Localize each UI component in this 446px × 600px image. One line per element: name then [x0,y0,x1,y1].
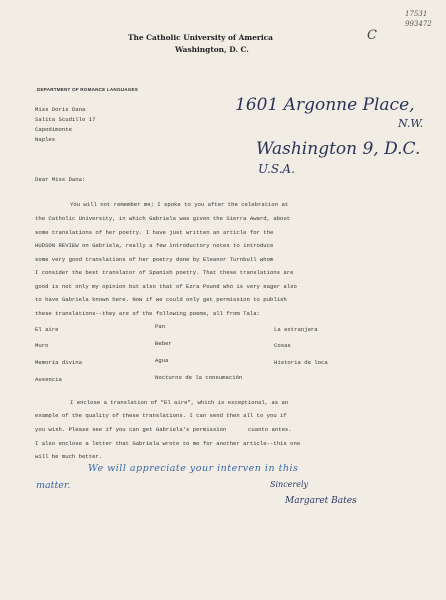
recipient-street: Salita Scudillo 17 [35,116,96,123]
body-line: I enclose a translation of "El aire", which is exceptional, as an [70,399,289,406]
handwritten-address-line3: Washington 9, D.C. [256,139,421,159]
handwritten-address-line4: U.S.A. [258,162,295,176]
body-line: these translations--they are of the following poems, all from Tala: [35,310,260,317]
recipient-name: Miss Doris Dana [35,106,86,113]
red-annotation: cuanto antes. [248,426,292,433]
body-line: the Catholic University, in which Gabriela was given the Sierra Award, about [35,215,291,222]
body-line: some very good translations of her poetry done by Eleanor Turnbull whom [35,256,274,263]
body-line: You will not remember me; I spoke to you after the celebration at [70,201,289,208]
body-line: some translations of her poetry. I have just written an article for the [35,229,274,236]
body-line: I consider the best translator of Spanish poetry. That these translations are [35,269,294,276]
salutation: Dear Miss Dana: [35,176,86,183]
body-line: you wish. Please see if you can get Gabriela's permission [35,426,227,433]
signature: Margaret Bates [285,496,357,506]
poem-title: Cosas [274,342,291,349]
call-number-bottom: 993472 [405,20,432,28]
postscript-line2: matter. [36,480,71,491]
poem-title: El aire [35,326,59,333]
recipient-district: Capodimonte [35,126,72,133]
poem-title: Historia de loca [274,359,328,366]
poem-title: Pan [155,323,166,330]
closing: Sincerely [270,480,309,489]
body-line: example of the quality of these translations. I can send then all to you if [35,412,287,419]
body-line: good is not only my opinion but also that of Ezra Pound who is very eager also [35,283,297,290]
handwritten-address-line2: N.W. [398,117,424,130]
institution-city: Washington, D. C. [175,45,249,54]
department-name: DEPARTMENT OF ROMANCE LANGUAGES [37,87,139,92]
call-number-top: 17531 [405,10,428,18]
body-line: I also enclose a letter that Gabriela wrote to me for another article--this one [35,440,301,447]
poem-title: Ausencia [35,376,62,383]
poem-title: La extranjera [274,326,318,333]
body-line: will be much better. [35,453,103,460]
poem-title: Agua [155,357,169,364]
postscript-line1: We will appreciate your interven in this [88,463,299,474]
poem-title: Nocturno de la consumación [155,374,243,381]
poem-title: Memoria divina [35,359,82,366]
body-line: to have Gabriela known here. Now if we could only get permission to publish [35,296,287,303]
poem-title: Muro [35,342,49,349]
margin-mark: C [367,28,377,43]
poem-title: Beber [155,340,172,347]
institution-name: The Catholic University of America [128,33,273,42]
recipient-city: Naples [35,136,56,143]
handwritten-address-line1: 1601 Argonne Place, [235,95,415,115]
body-line: HUDSON REVIEW on Gabriela, really a few introductory notes to introduce [35,242,274,249]
